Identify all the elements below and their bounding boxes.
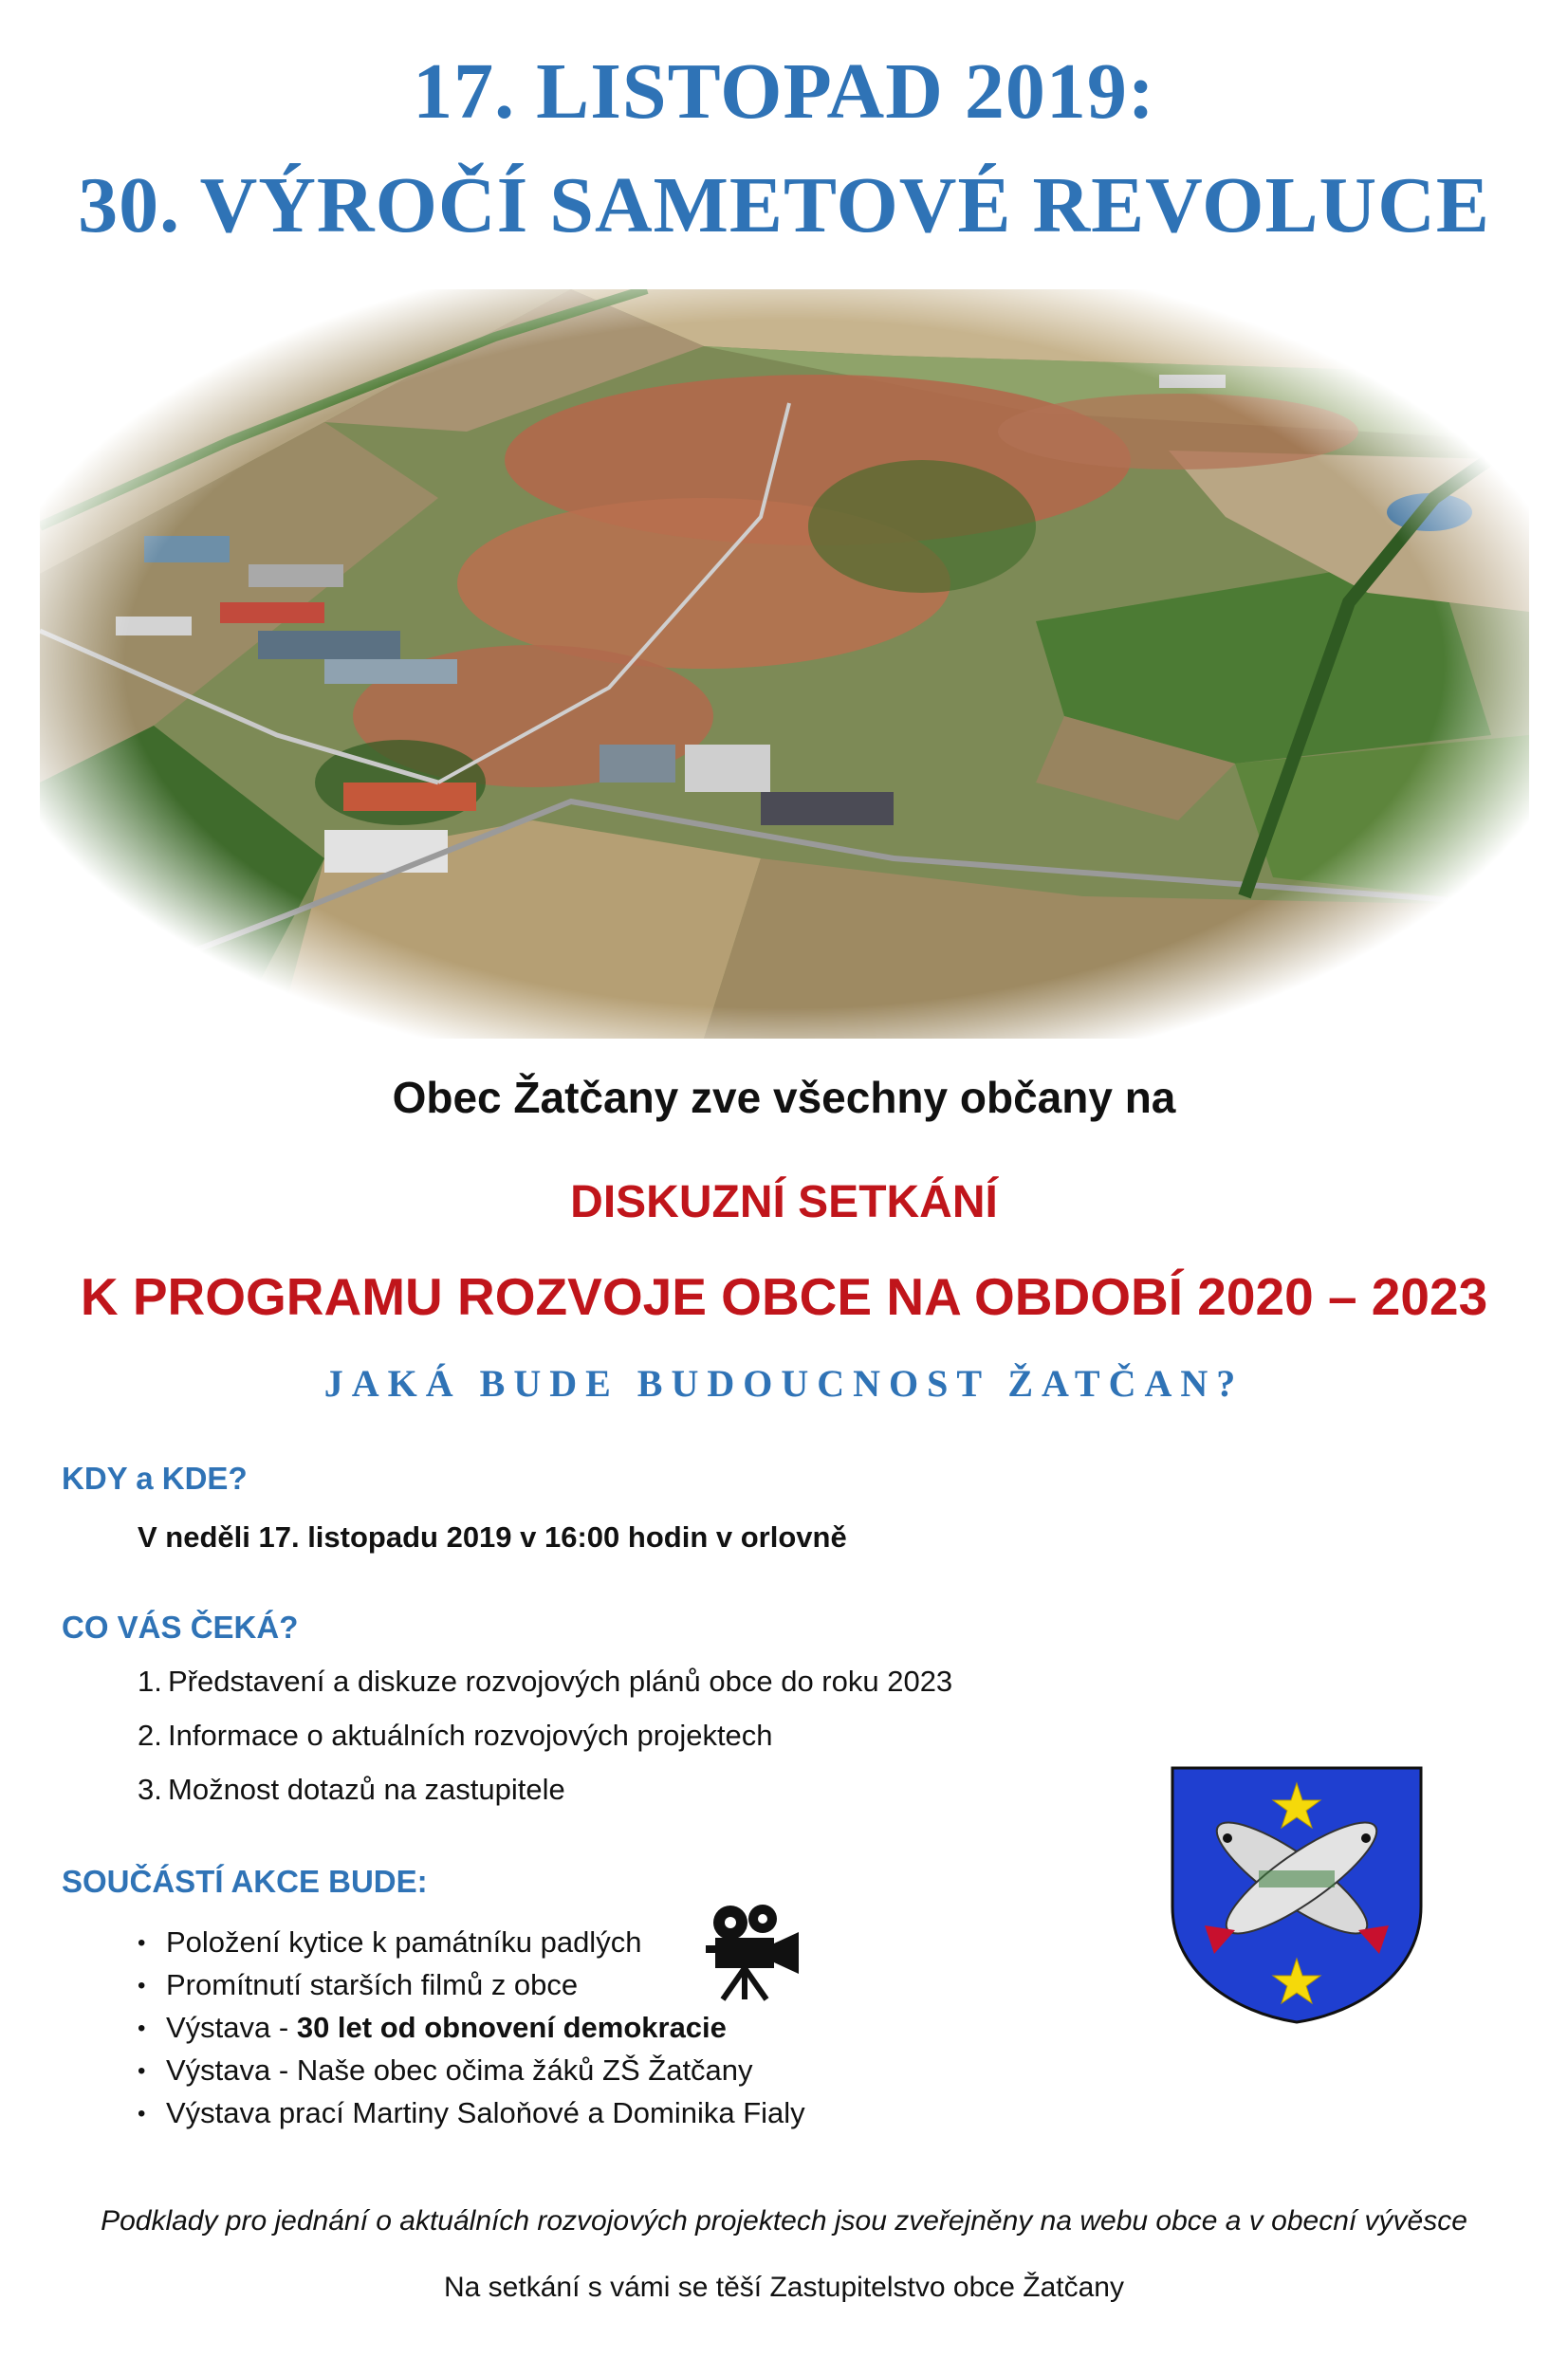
coat-of-arms [1169, 1764, 1425, 2025]
list-item [138, 1663, 952, 1717]
film-camera-icon [704, 1902, 806, 2001]
list-item [138, 2009, 805, 2052]
item-text-bold: 30 let od obnovení demokracie [296, 2011, 727, 2044]
invitation-text: Obec Žatčany zve všechny občany na [392, 1073, 1176, 1122]
bullet-icon: • [138, 2101, 146, 2127]
bullet-icon: • [138, 2016, 146, 2041]
when-where-heading: KDY a KDE? [62, 1461, 248, 1496]
item-number: 2. [138, 1719, 162, 1752]
item-text: Představení a diskuze rozvojových plánů obce do roku 2023 [168, 1665, 953, 1698]
footer-closing: Na setkání s vámi se těší Zastupitelstvo obce Žatčany [444, 2272, 1124, 2303]
title-line-2: 30. VÝROČÍ SAMETOVÉ REVOLUCE [78, 161, 1490, 249]
list-item [138, 1717, 952, 1771]
item-text: Promítnutí starších filmů z obce [166, 1968, 579, 2001]
when-where-text: V neděli 17. listopadu 2019 v 16:00 hodin v orlovně [138, 1520, 847, 1554]
event-subtitle: K PROGRAMU ROZVOJE OBCE NA OBDOBÍ 2020 – 2023 [80, 1267, 1488, 1326]
item-text: Výstava - Naše obec očima žáků ZŠ Žatčany [166, 2053, 753, 2087]
item-number: 3. [138, 1773, 162, 1806]
list-item [138, 2052, 805, 2094]
bullet-icon: • [138, 2058, 146, 2084]
aerial-village-photo [40, 289, 1529, 1039]
list-item [138, 1771, 952, 1825]
expect-heading: CO VÁS ČEKÁ? [62, 1610, 299, 1645]
list-item [138, 2094, 805, 2137]
item-text: Možnost dotazů na zastupitele [168, 1773, 565, 1806]
title-line-1: 17. LISTOPAD 2019: [413, 47, 1155, 136]
program-heading: SOUČÁSTÍ AKCE BUDE: [62, 1864, 428, 1899]
footer-note: Podklady pro jednání o aktuálních rozvojových projektech jsou zveřejněny na webu obce a v obecní vývěsce [101, 2205, 1467, 2237]
event-title: DISKUZNÍ SETKÁNÍ [570, 1177, 998, 1227]
bullet-icon: • [138, 1973, 146, 1998]
question-tagline: JAKÁ BUDE BUDOUCNOST ŽATČAN? [323, 1362, 1245, 1405]
expect-list [138, 1663, 952, 1825]
item-text: Položení kytice k památníku padlých [166, 1925, 642, 1959]
item-text: Výstava prací Martiny Saloňové a Dominika Fialy [166, 2096, 805, 2129]
item-text: Informace o aktuálních rozvojových projektech [168, 1719, 773, 1752]
bullet-icon: • [138, 1930, 146, 1956]
item-text-prefix: Výstava - [166, 2011, 297, 2044]
item-number: 1. [138, 1665, 162, 1698]
